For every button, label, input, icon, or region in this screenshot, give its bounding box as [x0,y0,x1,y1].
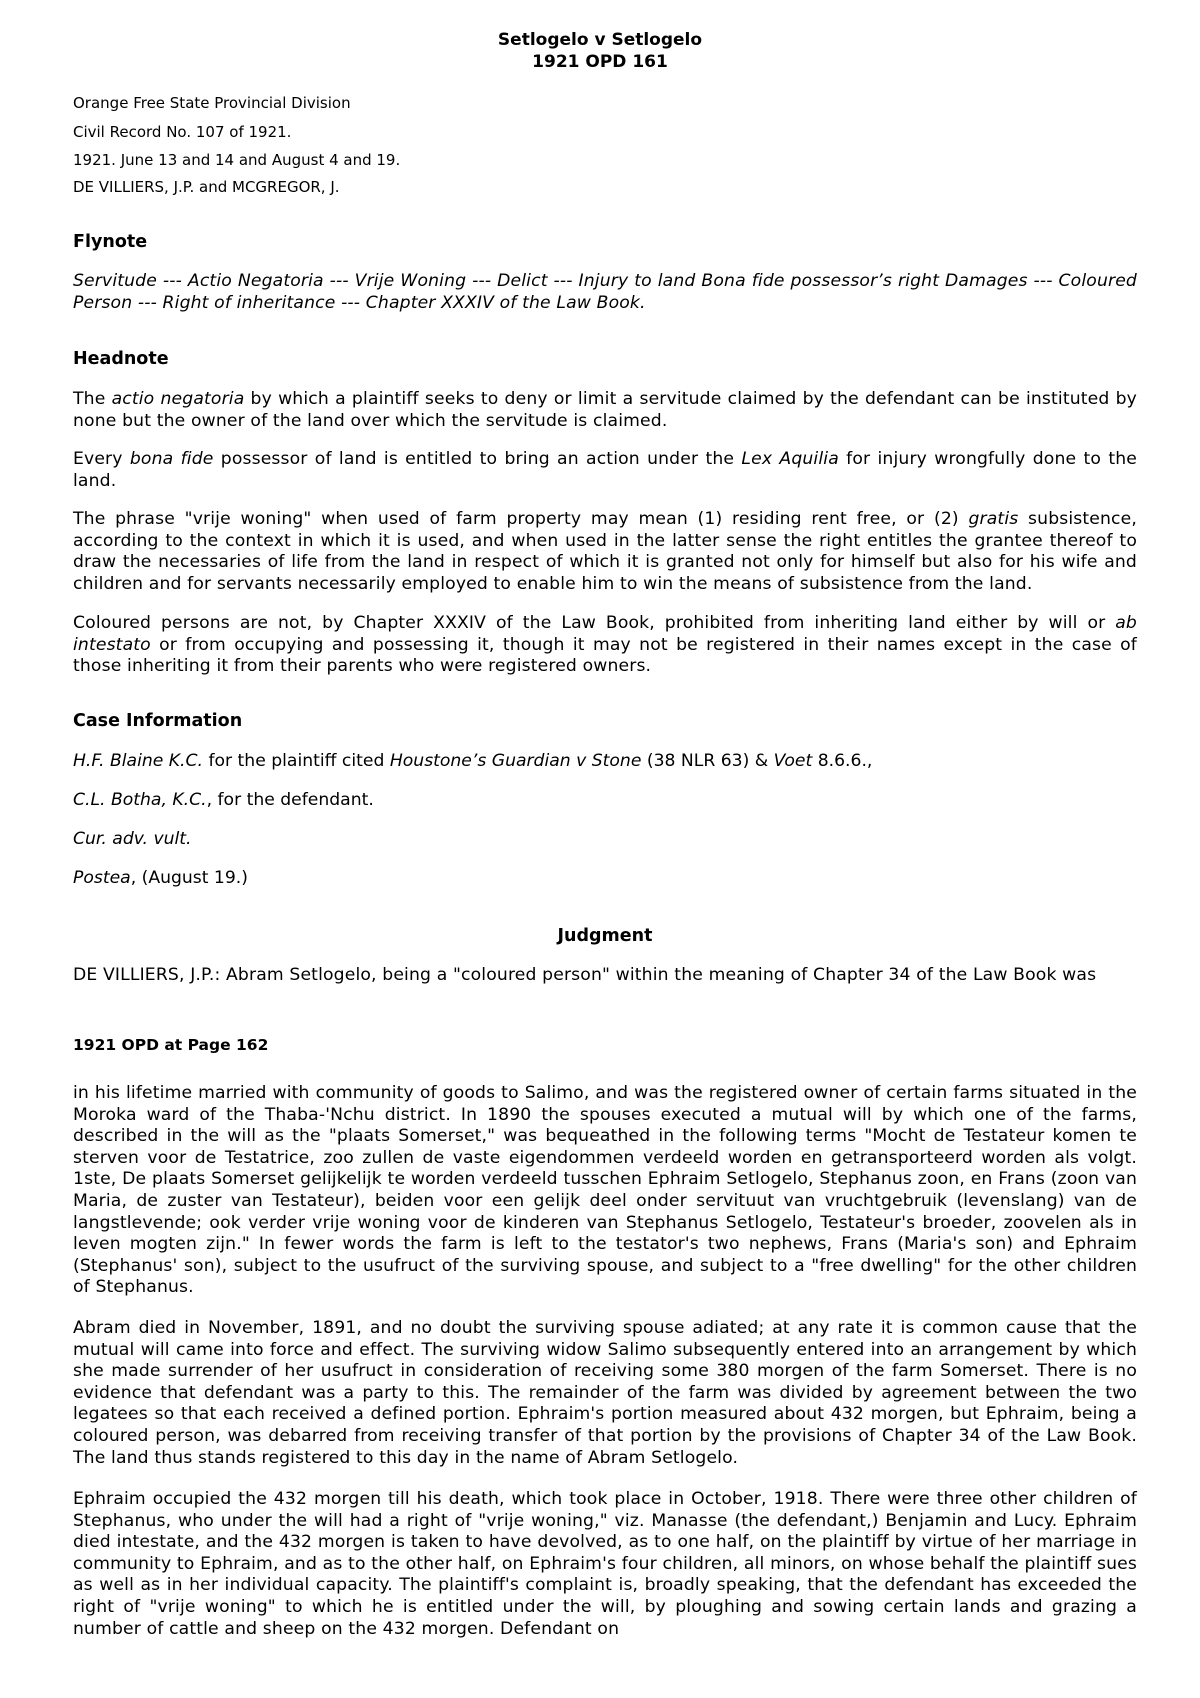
case-information-heading: Case Information [73,711,243,731]
civil-record: Civil Record No. 107 of 1921. [73,123,292,141]
headnote-paragraph-4: Coloured persons are not, by Chapter XXXIV of the Law Book, prohibited from inheriting land either by will or ab intestato or from occupying and possessing it, though it may not be registered in their names except in the case of those inheriting it from their parents who were registered owners. [73,613,1137,677]
judgment-paragraph-1: in his lifetime married with community of goods to Salimo, and was the registered owner of certain farms situated in the Moroka ward of the Thaba-'Nchu district. In 1890 the spouses executed a mutual will by which one of the farms, described in the will as the "plaats Somerset," was bequeathed in the following terms "Mocht de Testateur komen te sterven voor de Testatrice, zoo zullen de vaste eigendommen verdeeld worden en getransporteerd worden als volgt. 1ste, De plaats Somerset gelijkelijk te worden verdeeld tusschen Ephraim Setlogelo, Stephanus zoon, en Frans (zoon van Maria, de zuster van Testateur), beiden voor een gelijk deel onder servituut van vruchtgebruik (levenslang) van de langstlevende; ook verder vrije woning voor de kinderen van Stephanus Setlogelo, Testateur's broeder, zoovelen als in leven mogten zijn." In fewer words the farm is left to the testator's two nephews, Frans (Maria's son) and Ephraim (Stephanus' son), subject to the usufruct of the surviving spouse, and subject to a "free dwelling" for the other children of Stephanus. [73,1083,1137,1298]
flynote-text: Servitude --- Actio Negatoria --- Vrije Woning --- Delict --- Injury to land Bona fide possessor’s right Damages --- Coloured Person --- Right of inheritance --- Chapter XXXIV of the Law Book. [73,271,1137,313]
headnote-paragraph-2: Every bona fide possessor of land is entitled to bring an action under the Lex Aquilia for injury wrongfully done to the land. [73,449,1137,491]
cur-adv-vult: Cur. adv. vult. [73,829,192,849]
judgment-heading: Judgment [557,926,653,946]
hearing-dates: 1921. June 13 and 14 and August 4 and 19. [73,151,401,169]
headnote-paragraph-1: The actio negatoria by which a plaintiff seeks to deny or limit a servitude claimed by the defendant can be instituted by none but the owner of the land over which the servitude is claimed. [73,389,1137,431]
judgment-paragraph-2: Abram died in November, 1891, and no doubt the surviving spouse adiated; at any rate it is common cause that the mutual will came into force and effect. The surviving widow Salimo subsequently entered into an arrangement by which she made surrender of her usufruct in consideration of receiving some 380 morgen of the farm Somerset. There is no evidence that defendant was a party to this. The remainder of the farm was divided by agreement between the two legatees so that each received a defined portion. Ephraim's portion measured about 432 morgen, but Ephraim, being a coloured person, was debarred from receiving transfer of that portion by the provisions of Chapter 34 of the Law Book. The land thus stands registered to this day in the name of Abram Setlogelo. [73,1318,1137,1468]
judges: DE VILLIERS, J.P. and MCGREGOR, J. [73,178,340,196]
postea-date: Postea, (August 19.) [73,868,248,888]
counsel-plaintiff: H.F. Blaine K.C. for the plaintiff cited Houstone’s Guardian v Stone (38 NLR 63) & Voet 8.6.6., [73,751,873,771]
headnote-paragraph-3: The phrase "vrije woning" when used of farm property may mean (1) residing rent free, or (2) gratis subsistence, according to the context in which it is used, and when used in the latter sense the right entitles the grantee thereof to draw the necessaries of life from the land in respect of which it is granted not only for himself but also for his wife and children and for servants necessarily employed to enable him to win the means of subsistence from the land. [73,509,1137,594]
judgment-paragraph-3: Ephraim occupied the 432 morgen till his death, which took place in October, 1918. There were three other children of Stephanus, who under the will had a right of "vrije woning," viz. Manasse (the defendant,) Benjamin and Lucy. Ephraim died intestate, and the 432 morgen is taken to have devolved, as to one half, on the plaintiff by virtue of her marriage in community to Ephraim, and as to the other half, on Ephraim's four children, all minors, on whose behalf the plaintiff sues as well as in her individual capacity. The plaintiff's complaint is, broadly speaking, that the defendant has exceeded the right of "vrije woning" to which he is entitled under the will, by ploughing and sowing certain lands and grazing a number of cattle and sheep on the 432 morgen. Defendant on [73,1489,1137,1639]
case-citation: 1921 OPD 161 [532,52,668,72]
headnote-heading: Headnote [73,349,169,369]
page-reference: 1921 OPD at Page 162 [73,1036,269,1054]
court-division: Orange Free State Provincial Division [73,94,351,112]
counsel-defendant: C.L. Botha, K.C., for the defendant. [73,790,374,810]
flynote-heading: Flynote [73,232,148,252]
judgment-intro: DE VILLIERS, J.P.: Abram Setlogelo, being a "coloured person" within the meaning of Chapter 34 of the Law Book was [73,965,1097,985]
case-title: Setlogelo v Setlogelo [497,30,703,50]
